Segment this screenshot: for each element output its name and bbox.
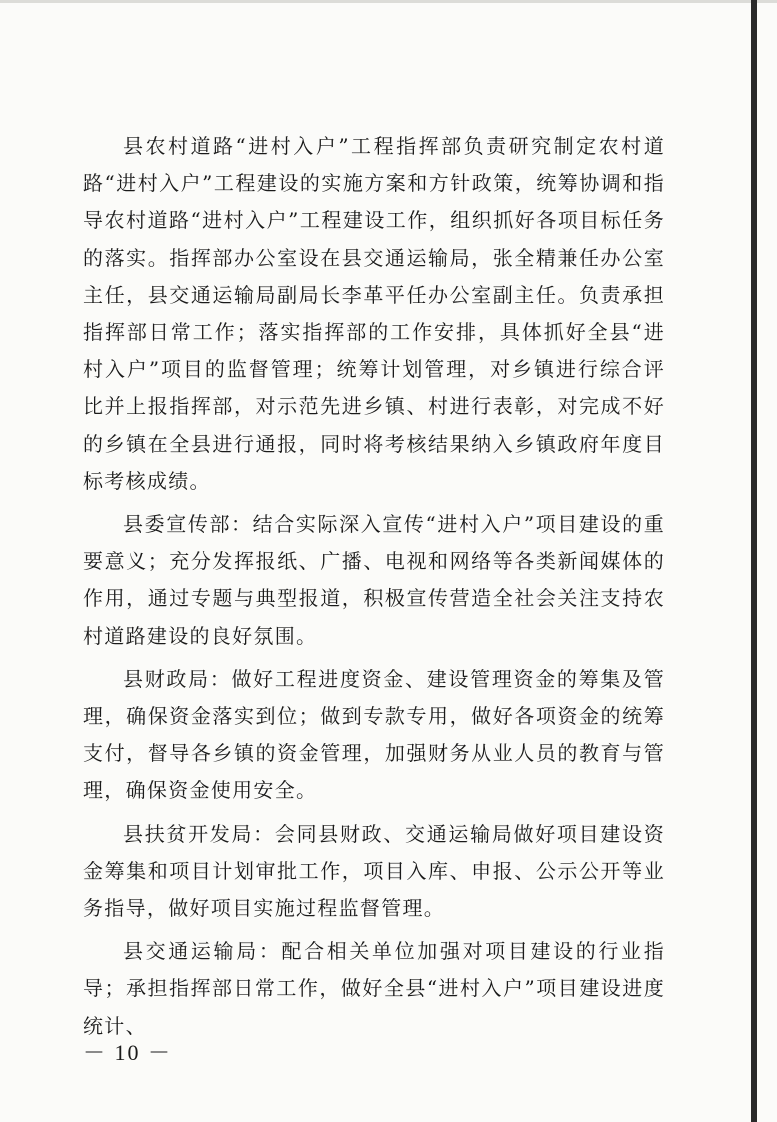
paragraph-transport-bureau: 县交通运输局：配合相关单位加强对项目建设的行业指导；承担指挥部日常工作，做好全县“进村入户”项目建设进度统计、	[83, 939, 665, 1038]
scan-top-edge	[0, 0, 777, 3]
scan-binding-edge	[751, 0, 757, 1122]
paragraph-poverty-alleviation-bureau: 县扶贫开发局：会同县财政、交通运输局做好项目建设资金筹集和项目计划审批工作，项目入库、申报、公示公开等业务指导，做好项目实施过程监督管理。	[83, 821, 665, 921]
paragraph-headquarters: 县农村道路“进村入户”工程指挥部负责研究制定农村道路“进村入户”工程建设的实施方案和方针政策，统筹协调和指导农村道路“进村入户”工程建设工作，组织抓好各项目标任务的落实。指挥部办公室设在县交通运输局，张全精兼任办公室主任，县交通运输局副局长李革平任办公室副主任。负责承担指挥部日常工作；落实指挥部的工作安排，具体抓好全县“进村入户”项目的监督管理；统筹计划管理，对乡镇进行综合评比并上报指挥部，对示范先进乡镇、村进行表彰，对完成不好的乡镇在全县进行通报，同时将考核结果纳入乡镇政府年度目标考核成绩。	[83, 134, 665, 493]
document-body	[83, 128, 665, 1045]
paragraph-propaganda-dept: 县委宣传部：结合实际深入宣传“进村入户”项目建设的重要意义；充分发挥报纸、广播、电视和网络等各类新闻媒体的作用，通过专题与典型报道，积极宣传营造全社会关注支持农村道路建设的良好氛围。	[83, 512, 665, 648]
paragraph-finance-bureau: 县财政局：做好工程进度资金、建设管理资金的筹集及管理，确保资金落实到位；做到专款专用，做好各项资金的统筹支付，督导各乡镇的资金管理，加强财务从业人员的教育与管理，确保资金使用安全。	[83, 666, 665, 803]
page-number: － 10 －	[83, 1040, 173, 1065]
